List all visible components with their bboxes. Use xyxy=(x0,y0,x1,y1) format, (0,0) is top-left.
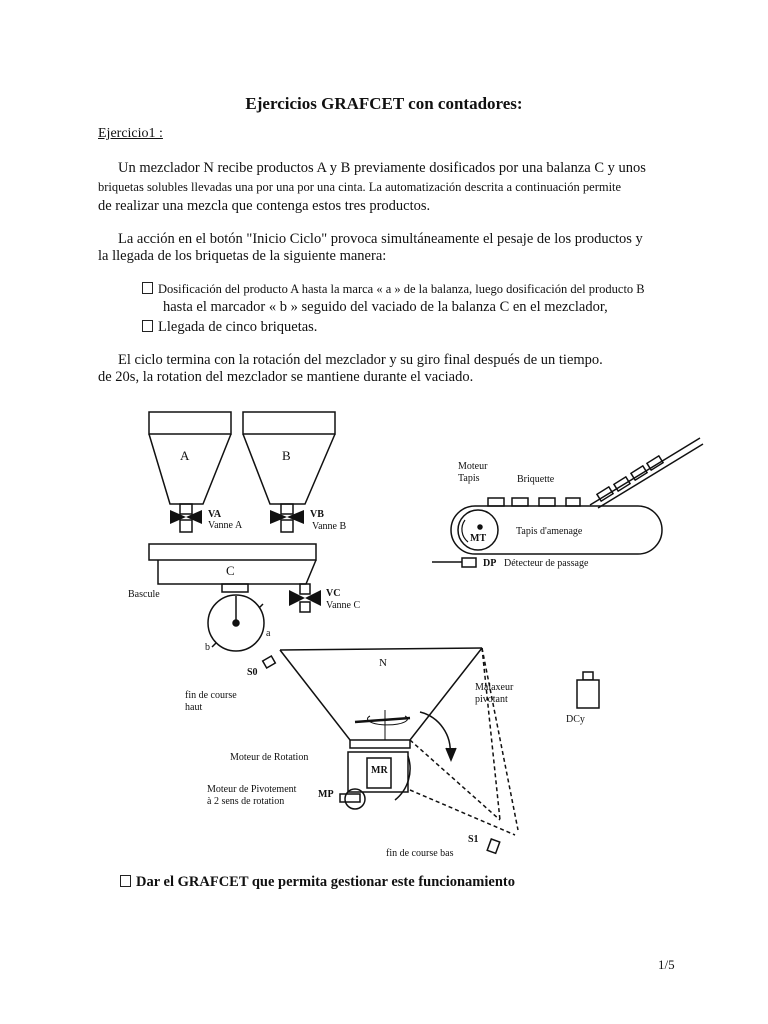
conveyor-motor-label2: Tapis xyxy=(458,473,480,484)
bullet-box-icon xyxy=(142,282,153,294)
mark-b: b xyxy=(205,642,210,653)
limit-bottom-label: fin de course bas xyxy=(386,848,454,859)
detector-name: Détecteur de passage xyxy=(504,558,589,569)
valve-c-icon xyxy=(289,590,321,606)
scale-name: Bascule xyxy=(128,589,160,600)
limit-top-label: fin de course xyxy=(185,690,237,701)
hopper-b-label: B xyxy=(282,448,291,463)
bullet-2 xyxy=(142,319,317,336)
process-diagram xyxy=(0,390,768,860)
mixer-pivot-label2: pivotant xyxy=(475,694,508,705)
dcy-button-icon xyxy=(577,672,599,708)
mr-label: MR xyxy=(371,765,388,776)
motor-mt-label: MT xyxy=(470,533,487,544)
detector-code: DP xyxy=(483,558,497,569)
conveyor-motor-label: Moteur xyxy=(458,461,488,472)
para3-line1: El ciclo termina con la rotación del mezclador y su giro final después de un tiempo. xyxy=(118,352,603,368)
valve-c-code: VC xyxy=(326,588,341,599)
task-box-icon xyxy=(120,875,131,887)
valve-a-name: Vanne A xyxy=(208,520,243,531)
bullet-2-text: Llegada de cinco briquetas. xyxy=(158,319,318,335)
para1-line1: Un mezclador N recibe productos A y B previamente dosificados por una balanza C y unos xyxy=(118,160,646,176)
mark-a: a xyxy=(266,628,271,639)
valve-b-name: Vanne B xyxy=(312,521,347,532)
task-text: Dar el GRAFCET que permita gestionar este funcionamiento xyxy=(136,874,515,890)
s1-label: S1 xyxy=(468,834,479,845)
scale-label: C xyxy=(226,563,235,578)
task xyxy=(120,874,515,891)
s0-label: S0 xyxy=(247,667,258,678)
para2-line2: la llegada de los briquetas de la siguiente manera: xyxy=(98,248,387,264)
pivot-motor-label2: à 2 sens de rotation xyxy=(207,796,285,807)
pivot-motor-label: Moteur de Pivotement xyxy=(207,784,297,795)
exercise-heading: Ejercicio1 : xyxy=(98,126,163,141)
rotation-motor-label: Moteur de Rotation xyxy=(230,752,309,763)
valve-b-code: VB xyxy=(310,509,324,520)
para1-line3: de realizar una mezcla que contenga estos tres productos. xyxy=(98,198,431,214)
page-number: 1/5 xyxy=(658,957,675,972)
conveyor xyxy=(432,438,703,567)
mixer-label: N xyxy=(379,657,387,669)
para2-line1: La acción en el botón "Inicio Ciclo" provoca simultáneamente el pesaje de los productos y xyxy=(118,231,643,247)
mixer-n xyxy=(263,648,518,853)
bullet-1-line2: hasta el marcador « b » seguido del vaciado de la balanza C en el mezclador, xyxy=(163,299,608,315)
valve-b-icon xyxy=(270,510,304,524)
bullet-1 xyxy=(142,282,645,297)
hopper-a-label: A xyxy=(180,448,190,463)
valve-c-name: Vanne C xyxy=(326,600,361,611)
bullet-box-icon xyxy=(142,320,153,332)
para3-line2: de 20s, la rotation del mezclador se mantiene durante el vaciado. xyxy=(98,369,474,385)
dcy-label: DCy xyxy=(566,714,585,725)
limit-top-label2: haut xyxy=(185,702,203,713)
bullet-1-text: Dosificación del producto A hasta la marca « a » de la balanza, luego dosificación del producto B xyxy=(158,282,645,296)
mp-label: MP xyxy=(318,789,334,800)
para1-line2: briquetas solubles llevadas una por una por una cinta. La automatización descrita a continuación permite xyxy=(98,180,622,194)
belt-label: Tapis d'amenage xyxy=(516,526,583,537)
mixer-pivot-label: Malaxeur xyxy=(475,682,514,693)
valve-a-icon xyxy=(170,510,202,524)
valve-a-code: VA xyxy=(208,509,222,520)
briquette-label: Briquette xyxy=(517,474,555,485)
page-title: Ejercicios GRAFCET con contadores: xyxy=(245,94,523,113)
